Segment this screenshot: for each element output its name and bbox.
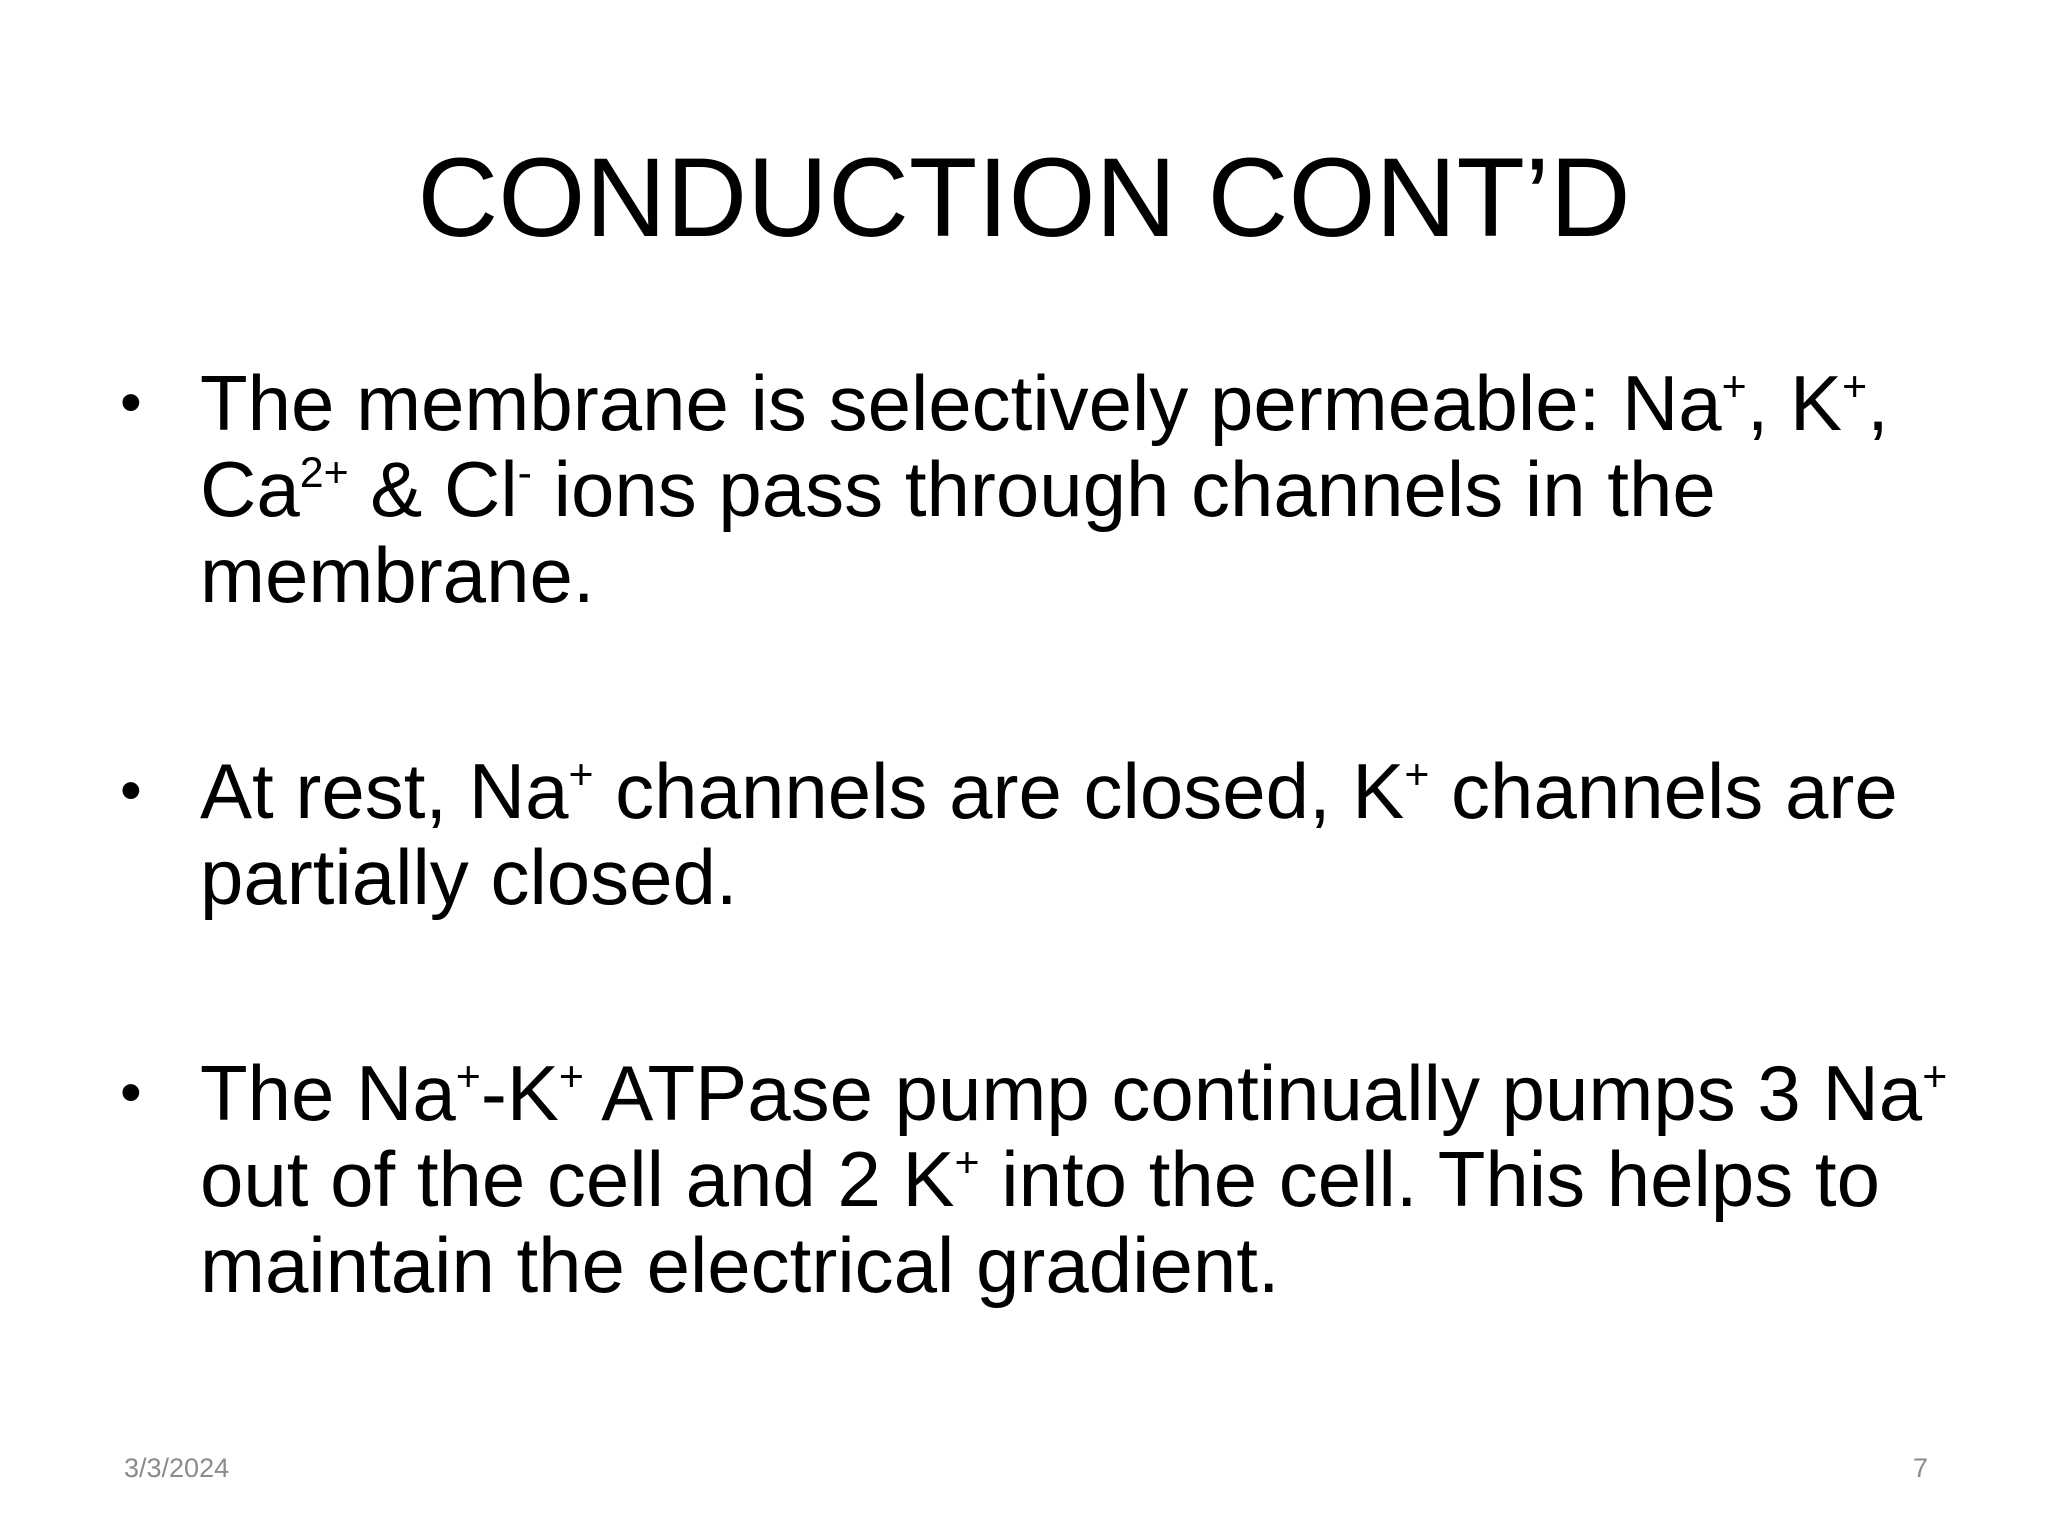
bullet-text-segment: & Cl: [348, 445, 518, 533]
bullet-dot-icon: •: [120, 756, 142, 825]
bullet-text-segment: channels are closed, K: [593, 747, 1405, 835]
bullet-list: [120, 360, 1980, 1308]
superscript-charge: +: [1721, 362, 1747, 411]
bullet-text-segment: , Ca: [200, 359, 1889, 533]
bullet-item: [120, 748, 1980, 920]
superscript-charge: +: [954, 1138, 980, 1187]
bullet-text-segment: At rest, Na: [200, 747, 569, 835]
bullet-text-segment: into the cell. This helps to maintain the electrical gradient.: [200, 1135, 1880, 1309]
superscript-charge: +: [1404, 750, 1430, 799]
superscript-charge: +: [568, 750, 594, 799]
slide-title: CONDUCTION CONT’D: [417, 135, 1631, 260]
bullet-text-segment: out of the cell and 2 K: [200, 1135, 955, 1223]
bullet-text-segment: ATPase pump continually pumps 3 Na: [583, 1049, 1923, 1137]
bullet-text-segment: The Na: [200, 1049, 456, 1137]
bullet-text: [200, 747, 1898, 921]
bullet-text: [200, 359, 1889, 619]
superscript-charge: -: [517, 448, 532, 497]
bullet-text-segment: , K: [1746, 359, 1843, 447]
bullet-text-segment: The membrane is selectively permeable: Na: [200, 359, 1722, 447]
superscript-charge: +: [1842, 362, 1868, 411]
bullet-dot-icon: •: [120, 368, 142, 437]
superscript-charge: +: [558, 1052, 584, 1101]
superscript-charge: +: [455, 1052, 481, 1101]
bullet-text-segment: ions pass through channels in the membrane.: [200, 445, 1716, 619]
bullet-text: [200, 1049, 1947, 1309]
footer-date: 3/3/2024: [124, 1453, 230, 1483]
bullet-item: [120, 1050, 1980, 1308]
bullet-text-segment: -K: [480, 1049, 559, 1137]
slide-number: 7: [1912, 1453, 1928, 1483]
superscript-charge: 2+: [299, 448, 349, 497]
bullet-dot-icon: •: [120, 1058, 142, 1127]
superscript-charge: +: [1922, 1052, 1948, 1101]
bullet-item: [120, 360, 1980, 618]
bullet-text-segment: channels are partially closed.: [200, 747, 1898, 921]
